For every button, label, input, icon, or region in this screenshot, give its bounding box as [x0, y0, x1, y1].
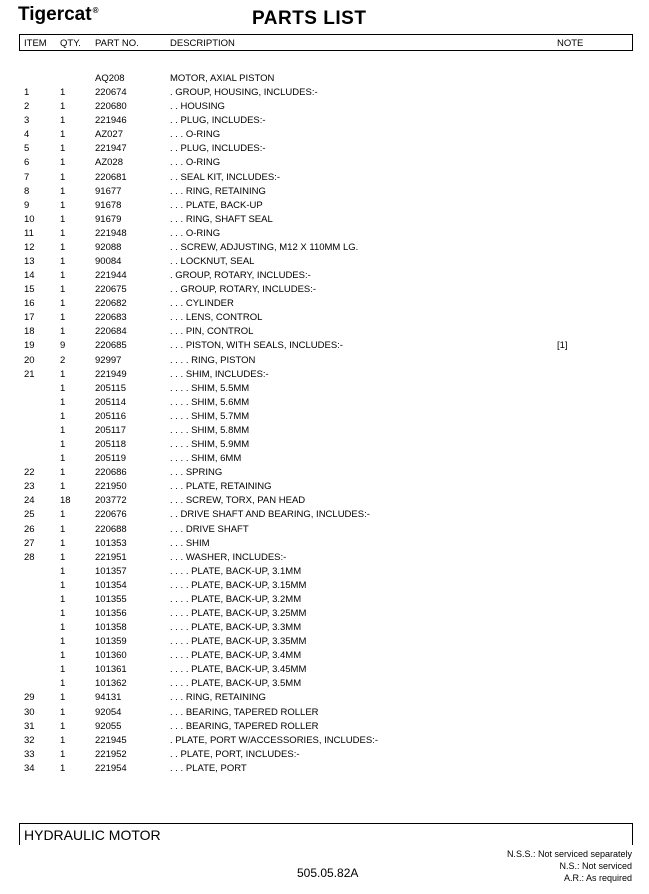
- cell-quantity: 1: [60, 481, 66, 493]
- brand-name: Tigercat: [18, 4, 92, 25]
- cell-part-number: AZ028: [95, 157, 123, 169]
- cell-description: . . . . SHIM, 5.7MM: [170, 410, 250, 422]
- cell-quantity: 1: [60, 636, 66, 648]
- table-row: [0, 551, 649, 565]
- cell-item-number: 34: [24, 762, 35, 774]
- cell-quantity: 1: [60, 312, 66, 324]
- table-row: [0, 452, 649, 466]
- cell-item-number: 6: [24, 157, 30, 169]
- column-header-description: DESCRIPTION: [170, 38, 235, 49]
- cell-description: . . LOCKNUT, SEAL: [170, 256, 255, 268]
- cell-description: . GROUP, ROTARY, INCLUDES:-: [170, 270, 311, 282]
- cell-part-number: 205119: [95, 453, 126, 465]
- cell-part-number: 92088: [95, 241, 122, 253]
- cell-item-number: 12: [24, 241, 35, 253]
- cell-description: . . . PISTON, WITH SEALS, INCLUDES:-: [170, 340, 343, 352]
- cell-quantity: 1: [60, 678, 66, 690]
- cell-part-number: 101359: [95, 636, 127, 648]
- cell-quantity: 1: [60, 523, 66, 535]
- cell-part-number: 101355: [95, 593, 127, 605]
- cell-description: . . . RING, SHAFT SEAL: [170, 213, 273, 225]
- cell-part-number: 101356: [95, 607, 127, 619]
- cell-quantity: 1: [60, 326, 66, 338]
- cell-description: . . . O-RING: [170, 157, 221, 169]
- cell-description: . . . O-RING: [170, 129, 221, 141]
- cell-item-number: 18: [24, 326, 35, 338]
- cell-quantity: 1: [60, 565, 66, 577]
- cell-item-number: 22: [24, 467, 35, 479]
- table-row: [0, 100, 649, 114]
- table-row: [0, 438, 649, 452]
- cell-part-number: 221951: [95, 551, 127, 563]
- cell-quantity: 1: [60, 171, 66, 183]
- cell-quantity: 1: [60, 227, 66, 239]
- cell-part-number: 101358: [95, 622, 127, 634]
- table-row: [0, 635, 649, 649]
- table-row: [0, 607, 649, 621]
- cell-quantity: 1: [60, 185, 66, 197]
- cell-description: . . . RING, RETAINING: [170, 692, 266, 704]
- cell-quantity: 1: [60, 199, 66, 211]
- cell-quantity: 1: [60, 537, 66, 549]
- cell-quantity: 1: [60, 101, 66, 113]
- section-title: HYDRAULIC MOTOR: [24, 827, 161, 843]
- table-row: [0, 410, 649, 424]
- cell-quantity: 1: [60, 410, 66, 422]
- page-title: PARTS LIST: [252, 8, 367, 29]
- registered-mark: ®: [92, 6, 99, 15]
- cell-description: . GROUP, HOUSING, INCLUDES:-: [170, 87, 318, 99]
- cell-description: . . . PIN, CONTROL: [170, 326, 254, 338]
- cell-description: . . . BEARING, TAPERED ROLLER: [170, 706, 319, 718]
- cell-part-number: 220688: [95, 523, 127, 535]
- table-row: [0, 649, 649, 663]
- table-row: [0, 297, 649, 311]
- table-row: [0, 241, 649, 255]
- cell-quantity: 1: [60, 396, 66, 408]
- table-row: [0, 142, 649, 156]
- cell-part-number: 101353: [95, 537, 127, 549]
- cell-description: . . . . PLATE, BACK-UP, 3.15MM: [170, 579, 307, 591]
- cell-quantity: 1: [60, 551, 66, 563]
- cell-item-number: 15: [24, 284, 35, 296]
- cell-description: MOTOR, AXIAL PISTON: [170, 73, 275, 84]
- table-row: [0, 128, 649, 142]
- cell-description: . PLATE, PORT W/ACCESSORIES, INCLUDES:-: [170, 734, 378, 746]
- cell-quantity: 1: [60, 453, 66, 465]
- cell-part-number: 91679: [95, 213, 122, 225]
- cell-item-number: 33: [24, 748, 35, 760]
- cell-part-number: 221948: [95, 227, 127, 239]
- cell-description: . . . . SHIM, 6MM: [170, 453, 242, 465]
- cell-quantity: 1: [60, 650, 66, 662]
- cell-item-number: 28: [24, 551, 35, 563]
- cell-part-number: 220683: [95, 312, 127, 324]
- cell-description: . . . PLATE, BACK-UP: [170, 199, 263, 211]
- cell-part-number: 205115: [95, 382, 126, 394]
- cell-item-number: 26: [24, 523, 35, 535]
- cell-quantity: 1: [60, 143, 66, 155]
- table-row: [0, 171, 649, 185]
- table-row: [0, 325, 649, 339]
- cell-item-number: 31: [24, 720, 35, 732]
- table-row: [0, 114, 649, 128]
- table-row: [0, 677, 649, 691]
- cell-note: [1]: [557, 340, 568, 352]
- table-row: [0, 480, 649, 494]
- cell-description: . . . . SHIM, 5.5MM: [170, 382, 250, 394]
- cell-quantity: 1: [60, 467, 66, 479]
- cell-part-number: 205118: [95, 439, 126, 451]
- cell-description: . . . . SHIM, 5.9MM: [170, 439, 250, 451]
- legend-nss: N.S.S.: Not serviced separately: [506, 849, 632, 859]
- cell-part-number: 221947: [95, 143, 127, 155]
- cell-item-number: 29: [24, 692, 35, 704]
- cell-description: . . . DRIVE SHAFT: [170, 523, 249, 535]
- column-header-note: NOTE: [557, 38, 584, 49]
- table-row: [0, 523, 649, 537]
- cell-description: . . . SCREW, TORX, PAN HEAD: [170, 495, 306, 507]
- cell-description: . . HOUSING: [170, 101, 225, 113]
- cell-quantity: 18: [60, 495, 71, 507]
- section-title-box: [19, 823, 633, 845]
- cell-quantity: 1: [60, 256, 66, 268]
- table-row: [0, 424, 649, 438]
- cell-description: . . PLUG, INCLUDES:-: [170, 115, 266, 127]
- cell-part-number: 220685: [95, 340, 127, 352]
- cell-quantity: 1: [60, 706, 66, 718]
- cell-description: . . . BEARING, TAPERED ROLLER: [170, 720, 319, 732]
- cell-part-number: 205117: [95, 424, 126, 436]
- table-row: [0, 213, 649, 227]
- cell-quantity: 1: [60, 439, 66, 451]
- cell-description: . . . . PLATE, BACK-UP, 3.2MM: [170, 593, 302, 605]
- cell-description: . . . CYLINDER: [170, 298, 234, 310]
- table-row: [0, 227, 649, 241]
- cell-description: . . . . PLATE, BACK-UP, 3.4MM: [170, 650, 302, 662]
- cell-part-number: 220681: [95, 171, 127, 183]
- cell-part-number: 90084: [95, 256, 122, 268]
- cell-part-number: 221944: [95, 270, 127, 282]
- cell-part-number: AQ208: [95, 73, 125, 84]
- column-header-item: ITEM: [24, 38, 47, 49]
- cell-item-number: 17: [24, 312, 35, 324]
- cell-quantity: 1: [60, 284, 66, 296]
- cell-part-number: 220676: [95, 509, 127, 521]
- cell-description: . . . SHIM: [170, 537, 210, 549]
- parts-table-body: [0, 72, 649, 776]
- cell-description: . . . . PLATE, BACK-UP, 3.25MM: [170, 607, 307, 619]
- cell-item-number: 1: [24, 87, 30, 99]
- cell-description: . . DRIVE SHAFT AND BEARING, INCLUDES:-: [170, 509, 370, 521]
- cell-quantity: 1: [60, 368, 66, 380]
- cell-part-number: 205116: [95, 410, 126, 422]
- cell-quantity: 2: [60, 354, 66, 366]
- table-row: [0, 185, 649, 199]
- cell-part-number: 101362: [95, 678, 127, 690]
- cell-part-number: 101361: [95, 664, 127, 676]
- cell-item-number: 11: [24, 227, 34, 239]
- cell-description: . . . SPRING: [170, 467, 223, 479]
- cell-part-number: 220674: [95, 87, 127, 99]
- cell-quantity: 1: [60, 692, 66, 704]
- table-row: [0, 156, 649, 170]
- cell-item-number: 2: [24, 101, 30, 113]
- cell-part-number: 221950: [95, 481, 127, 493]
- brand-logo: [18, 4, 98, 26]
- cell-description: . . . LENS, CONTROL: [170, 312, 263, 324]
- cell-item-number: 5: [24, 143, 30, 155]
- cell-part-number: 221949: [95, 368, 127, 380]
- cell-item-number: 27: [24, 537, 35, 549]
- column-header-qty: QTY.: [60, 38, 81, 49]
- table-row: [0, 382, 649, 396]
- cell-quantity: 1: [60, 157, 66, 169]
- cell-description: . . PLATE, PORT, INCLUDES:-: [170, 748, 300, 760]
- cell-part-number: 220686: [95, 467, 127, 479]
- cell-item-number: 4: [24, 129, 30, 141]
- table-header: [19, 34, 633, 51]
- cell-part-number: 91677: [95, 185, 122, 197]
- cell-quantity: 1: [60, 664, 66, 676]
- cell-description: . . . WASHER, INCLUDES:-: [170, 551, 287, 563]
- cell-part-number: 91678: [95, 199, 122, 211]
- table-row: [0, 593, 649, 607]
- cell-description: . . GROUP, ROTARY, INCLUDES:-: [170, 284, 317, 296]
- cell-description: . . . PLATE, RETAINING: [170, 481, 272, 493]
- cell-part-number: 92055: [95, 720, 122, 732]
- cell-quantity: 1: [60, 593, 66, 605]
- cell-item-number: 7: [24, 171, 30, 183]
- cell-item-number: 21: [24, 368, 35, 380]
- cell-quantity: 1: [60, 607, 66, 619]
- legend-ar: A.R.: As required: [563, 873, 632, 883]
- cell-item-number: 30: [24, 706, 35, 718]
- table-row: [0, 86, 649, 100]
- cell-description: . . . . RING, PISTON: [170, 354, 256, 366]
- table-row: [0, 199, 649, 213]
- cell-item-number: 32: [24, 734, 35, 746]
- cell-quantity: 1: [60, 213, 66, 225]
- cell-part-number: 221952: [95, 748, 127, 760]
- table-row: [0, 579, 649, 593]
- cell-item-number: 16: [24, 298, 35, 310]
- table-row: [0, 508, 649, 522]
- abbreviation-legend: [507, 848, 632, 884]
- cell-item-number: 8: [24, 185, 30, 197]
- table-row: [0, 621, 649, 635]
- table-row: [0, 537, 649, 551]
- cell-quantity: 1: [60, 424, 66, 436]
- cell-description: . . . . PLATE, BACK-UP, 3.45MM: [170, 664, 307, 676]
- cell-part-number: 92054: [95, 706, 122, 718]
- cell-item-number: 14: [24, 270, 35, 282]
- table-row: [0, 269, 649, 283]
- cell-quantity: 1: [60, 509, 66, 521]
- cell-description: . . SEAL KIT, INCLUDES:-: [170, 171, 280, 183]
- cell-description: . . . . PLATE, BACK-UP, 3.35MM: [170, 636, 307, 648]
- cell-description: . . . . SHIM, 5.6MM: [170, 396, 250, 408]
- cell-item-number: 20: [24, 354, 35, 366]
- table-row: [0, 748, 649, 762]
- cell-description: . . . . PLATE, BACK-UP, 3.1MM: [170, 565, 302, 577]
- table-row: [0, 354, 649, 368]
- cell-part-number: 101360: [95, 650, 127, 662]
- cell-quantity: 1: [60, 579, 66, 591]
- cell-part-number: AZ027: [95, 129, 123, 141]
- table-row: [0, 72, 649, 86]
- cell-quantity: 1: [60, 115, 66, 127]
- cell-quantity: 1: [60, 241, 66, 253]
- cell-part-number: 94131: [95, 692, 122, 704]
- legend-ns: N.S.: Not serviced: [559, 861, 632, 871]
- cell-description: . . . O-RING: [170, 227, 221, 239]
- cell-item-number: 23: [24, 481, 35, 493]
- cell-quantity: 1: [60, 129, 66, 141]
- cell-item-number: 24: [24, 495, 35, 507]
- table-row: [0, 691, 649, 705]
- cell-part-number: 220684: [95, 326, 127, 338]
- table-row: [0, 494, 649, 508]
- cell-quantity: 1: [60, 622, 66, 634]
- cell-quantity: 1: [60, 87, 66, 99]
- cell-item-number: 25: [24, 509, 35, 521]
- cell-description: . . . . PLATE, BACK-UP, 3.5MM: [170, 678, 302, 690]
- cell-description: . . PLUG, INCLUDES:-: [170, 143, 266, 155]
- cell-description: . . SCREW, ADJUSTING, M12 X 110MM LG.: [170, 241, 359, 253]
- table-row: [0, 311, 649, 325]
- cell-quantity: 1: [60, 734, 66, 746]
- cell-quantity: 1: [60, 748, 66, 760]
- cell-item-number: 3: [24, 115, 30, 127]
- cell-description: . . . PLATE, PORT: [170, 762, 247, 774]
- cell-description: . . . . SHIM, 5.8MM: [170, 424, 250, 436]
- table-row: [0, 396, 649, 410]
- cell-part-number: 220675: [95, 284, 127, 296]
- cell-quantity: 1: [60, 762, 66, 774]
- table-row: [0, 720, 649, 734]
- cell-part-number: 205114: [95, 396, 126, 408]
- table-row: [0, 466, 649, 480]
- cell-quantity: 1: [60, 298, 66, 310]
- table-row: [0, 706, 649, 720]
- cell-part-number: 220680: [95, 101, 127, 113]
- table-row: [0, 283, 649, 297]
- table-row: [0, 368, 649, 382]
- table-row: [0, 734, 649, 748]
- cell-part-number: 221945: [95, 734, 127, 746]
- cell-quantity: 1: [60, 382, 66, 394]
- table-row: [0, 255, 649, 269]
- cell-item-number: 13: [24, 256, 35, 268]
- column-header-part: PART NO.: [95, 38, 139, 49]
- cell-part-number: 221954: [95, 762, 127, 774]
- cell-part-number: 101357: [95, 565, 127, 577]
- table-row: [0, 762, 649, 776]
- cell-quantity: 1: [60, 720, 66, 732]
- cell-item-number: 10: [24, 213, 35, 225]
- cell-description: . . . RING, RETAINING: [170, 185, 266, 197]
- cell-part-number: 221946: [95, 115, 127, 127]
- cell-part-number: 220682: [95, 298, 127, 310]
- table-row: [0, 565, 649, 579]
- table-row: [0, 339, 649, 353]
- cell-item-number: 9: [24, 199, 30, 211]
- cell-part-number: 92997: [95, 354, 122, 366]
- cell-description: . . . SHIM, INCLUDES:-: [170, 368, 269, 380]
- document-number: 505.05.82A: [297, 866, 359, 880]
- cell-quantity: 9: [60, 340, 66, 352]
- cell-item-number: 19: [24, 340, 35, 352]
- cell-part-number: 203772: [95, 495, 127, 507]
- cell-description: . . . . PLATE, BACK-UP, 3.3MM: [170, 622, 302, 634]
- cell-quantity: 1: [60, 270, 66, 282]
- table-row: [0, 663, 649, 677]
- cell-part-number: 101354: [95, 579, 127, 591]
